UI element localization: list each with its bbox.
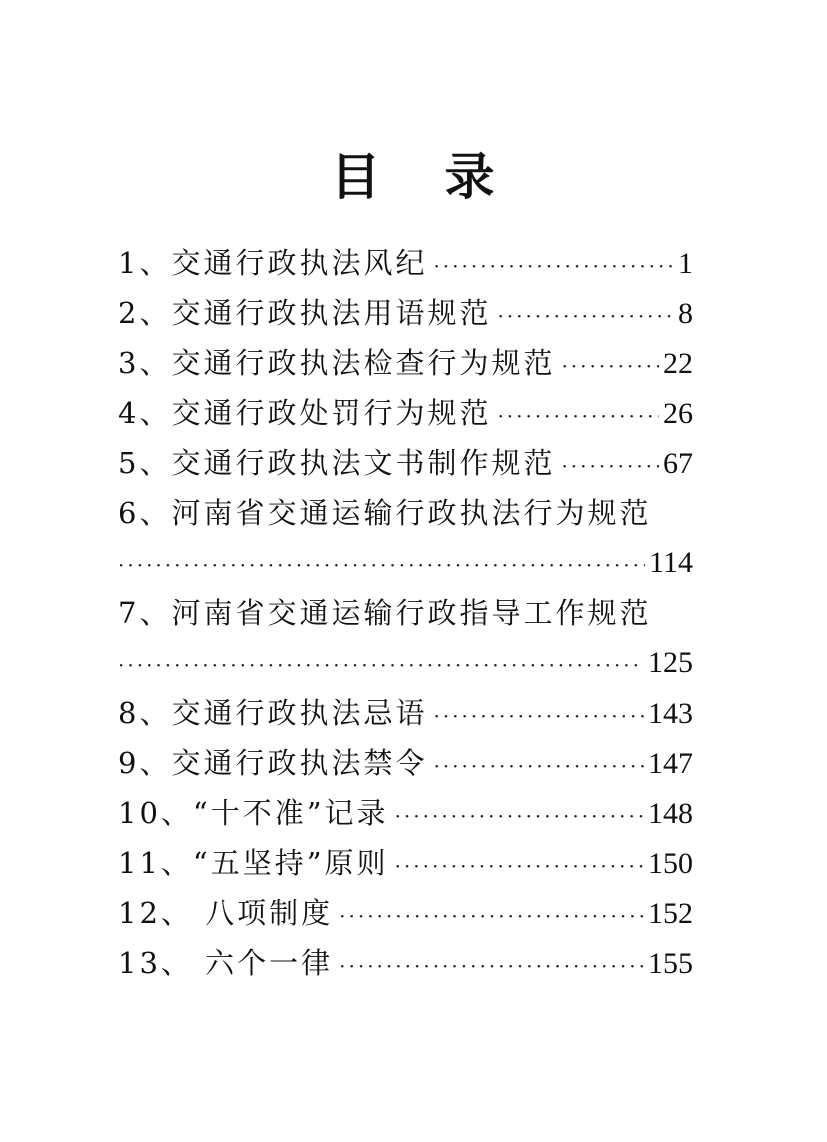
toc-entry-4 (118, 388, 693, 438)
toc-leader-dots (433, 691, 644, 741)
toc-entry-page: 148 (648, 797, 693, 830)
toc-leader-dots (433, 241, 674, 291)
toc-entry-page: 152 (648, 897, 693, 930)
toc-entry-10 (118, 788, 693, 838)
toc-leader-dots (395, 841, 644, 891)
toc-leader-dots (118, 640, 644, 690)
toc-entry-label: 8、交通行政执法忌语 (118, 696, 428, 730)
toc-entry-page: 147 (648, 747, 693, 780)
toc-entry-2 (118, 288, 693, 338)
table-of-contents (118, 238, 693, 988)
toc-entry-page: 26 (663, 397, 693, 430)
toc-entry-8 (118, 688, 693, 738)
toc-entry-9 (118, 738, 693, 788)
toc-entry-page: 67 (663, 447, 693, 480)
toc-entry-page: 22 (663, 347, 693, 380)
toc-entry-1 (118, 238, 693, 288)
toc-entry-page: 1 (678, 247, 693, 280)
toc-leader-dots (118, 540, 645, 590)
page-title (0, 142, 827, 212)
toc-entry-label: 5、交通行政执法文书制作规范 (118, 446, 556, 480)
toc-leader-dots (497, 391, 659, 441)
toc-entry-label: 6、河南省交通运输行政执法行为规范 (118, 496, 652, 530)
toc-entry-label: 4、交通行政处罚行为规范 (118, 396, 492, 430)
toc-entry-page: 143 (648, 697, 693, 730)
toc-leader-dots (561, 441, 659, 491)
title-char-1: 目 (330, 147, 383, 206)
toc-entry-3 (118, 338, 693, 388)
toc-entry-6-continuation (118, 538, 693, 588)
toc-entry-label: 3、交通行政执法检查行为规范 (118, 346, 556, 380)
toc-entry-12 (118, 888, 693, 938)
toc-leader-dots (339, 891, 644, 941)
toc-entry-page: 150 (648, 847, 693, 880)
toc-entry-page: 8 (678, 297, 693, 330)
toc-leader-dots (561, 341, 659, 391)
toc-entry-page: 155 (648, 947, 693, 980)
toc-leader-dots (497, 291, 674, 341)
toc-leader-dots (395, 791, 644, 841)
toc-entry-page: 114 (649, 546, 693, 579)
toc-entry-label: 10、“十不准”记录 (118, 796, 389, 830)
toc-entry-13 (118, 938, 693, 988)
toc-entry-label: 11、“五坚持”原则 (118, 846, 389, 880)
toc-entry-5 (118, 438, 693, 488)
toc-leader-dots (339, 941, 644, 991)
toc-entry-7-continuation (118, 638, 693, 688)
toc-leader-dots (433, 741, 644, 791)
toc-entry-label: 7、河南省交通运输行政指导工作规范 (118, 596, 652, 630)
toc-entry-label: 12、 八项制度 (118, 896, 334, 930)
toc-entry-label: 1、交通行政执法风纪 (118, 246, 428, 280)
title-char-2: 录 (444, 147, 497, 206)
toc-entry-11 (118, 838, 693, 888)
toc-entry-label: 13、 六个一律 (118, 946, 334, 980)
toc-entry-label: 9、交通行政执法禁令 (118, 746, 428, 780)
toc-entry-page: 125 (648, 646, 693, 679)
toc-entry-7 (118, 588, 693, 638)
toc-entry-6 (118, 488, 693, 538)
toc-entry-label: 2、交通行政执法用语规范 (118, 296, 492, 330)
